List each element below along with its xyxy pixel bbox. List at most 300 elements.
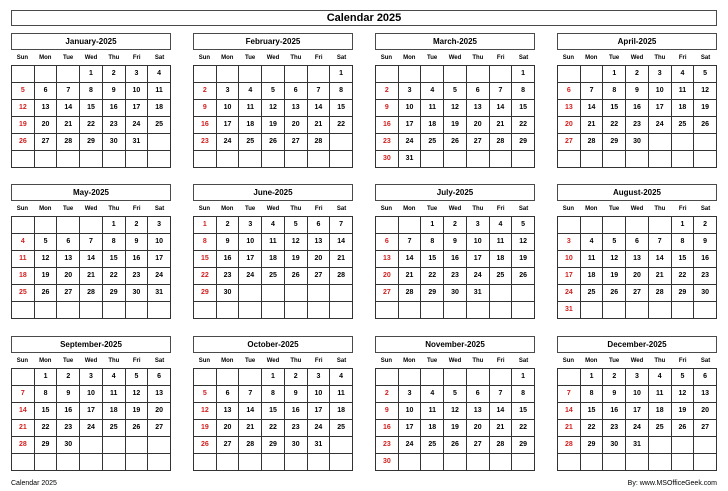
day-cell — [626, 302, 649, 319]
day-cell — [57, 151, 80, 168]
day-cell: 10 — [399, 100, 422, 117]
month-11 — [375, 336, 535, 471]
weekday-label: Sat — [336, 358, 347, 364]
day-cell — [35, 151, 58, 168]
day-cell: 13 — [694, 386, 717, 403]
day-cell: 11 — [12, 251, 35, 268]
day-cell: 21 — [308, 117, 331, 134]
day-cell: 6 — [308, 217, 331, 234]
day-cell: 5 — [285, 217, 308, 234]
day-cell: 10 — [626, 386, 649, 403]
day-cell: 20 — [57, 268, 80, 285]
day-cell: 21 — [12, 420, 35, 437]
day-cell: 19 — [12, 117, 35, 134]
day-cell: 22 — [512, 420, 535, 437]
weekday-header — [375, 52, 535, 65]
day-cell: 26 — [194, 437, 217, 454]
month-12 — [557, 336, 717, 471]
day-cell: 29 — [672, 285, 695, 302]
day-cell: 15 — [512, 100, 535, 117]
day-cell: 17 — [399, 420, 422, 437]
weekday-label: Thu — [290, 55, 302, 61]
day-cell: 21 — [490, 117, 513, 134]
day-cell: 4 — [12, 234, 35, 251]
day-cell: 2 — [57, 369, 80, 386]
day-cell — [558, 66, 581, 83]
day-cell: 31 — [399, 151, 422, 168]
day-cell — [399, 454, 422, 471]
day-cell: 17 — [217, 117, 240, 134]
day-cell: 16 — [603, 403, 626, 420]
day-cell: 20 — [467, 117, 490, 134]
day-cell: 31 — [558, 302, 581, 319]
day-cell: 13 — [558, 100, 581, 117]
day-cell: 18 — [262, 251, 285, 268]
day-grid — [375, 368, 535, 471]
day-cell: 1 — [103, 217, 126, 234]
day-cell: 20 — [467, 420, 490, 437]
day-cell: 5 — [512, 217, 535, 234]
day-cell — [444, 369, 467, 386]
day-cell — [194, 151, 217, 168]
day-cell: 19 — [35, 268, 58, 285]
day-cell: 2 — [103, 66, 126, 83]
day-cell — [12, 66, 35, 83]
day-cell: 6 — [694, 369, 717, 386]
weekday-label: Sat — [154, 206, 165, 212]
day-cell — [57, 454, 80, 471]
day-cell: 29 — [512, 134, 535, 151]
day-cell — [217, 66, 240, 83]
weekday-label: Sun — [16, 358, 29, 364]
day-cell: 9 — [103, 83, 126, 100]
weekday-label: Thu — [290, 206, 302, 212]
day-cell: 18 — [330, 403, 353, 420]
day-cell: 26 — [672, 420, 695, 437]
month-2 — [193, 33, 353, 168]
weekday-label: Wed — [266, 206, 280, 212]
weekday-label: Wed — [448, 358, 462, 364]
day-cell: 27 — [217, 437, 240, 454]
day-cell — [330, 454, 353, 471]
month-7 — [375, 184, 535, 319]
day-cell: 8 — [581, 386, 604, 403]
day-cell: 7 — [399, 234, 422, 251]
day-cell: 27 — [467, 437, 490, 454]
day-cell: 12 — [512, 234, 535, 251]
day-cell: 4 — [262, 217, 285, 234]
day-cell: 2 — [376, 83, 399, 100]
day-cell: 29 — [35, 437, 58, 454]
day-cell: 14 — [239, 403, 262, 420]
weekday-header — [557, 355, 717, 368]
day-cell: 14 — [649, 251, 672, 268]
day-cell: 9 — [126, 234, 149, 251]
day-cell: 24 — [399, 437, 422, 454]
day-cell: 5 — [262, 83, 285, 100]
weekday-label: Fri — [496, 358, 505, 364]
weekday-label: Thu — [108, 206, 120, 212]
day-cell: 11 — [672, 83, 695, 100]
day-cell: 26 — [444, 437, 467, 454]
page-title: Calendar 2025 — [11, 10, 717, 26]
day-cell: 1 — [512, 66, 535, 83]
day-cell: 18 — [421, 420, 444, 437]
day-cell — [148, 454, 171, 471]
day-cell: 3 — [649, 66, 672, 83]
day-cell: 7 — [57, 83, 80, 100]
day-grid — [557, 216, 717, 319]
day-cell: 7 — [490, 83, 513, 100]
day-cell: 16 — [194, 117, 217, 134]
day-cell — [285, 151, 308, 168]
day-cell — [308, 66, 331, 83]
day-cell: 5 — [444, 386, 467, 403]
weekday-label: Sun — [562, 358, 575, 364]
month-9 — [11, 336, 171, 471]
day-cell: 3 — [626, 369, 649, 386]
day-cell: 11 — [581, 251, 604, 268]
day-cell — [376, 66, 399, 83]
day-cell: 28 — [649, 285, 672, 302]
day-cell — [262, 66, 285, 83]
day-cell: 10 — [558, 251, 581, 268]
day-cell — [626, 217, 649, 234]
day-cell: 26 — [12, 134, 35, 151]
day-cell: 11 — [330, 386, 353, 403]
day-cell: 23 — [57, 420, 80, 437]
day-cell — [581, 302, 604, 319]
day-cell: 24 — [626, 420, 649, 437]
day-cell — [12, 454, 35, 471]
day-cell — [581, 66, 604, 83]
weekday-label: Mon — [221, 55, 234, 61]
day-cell: 6 — [376, 234, 399, 251]
day-cell: 13 — [308, 234, 331, 251]
day-cell: 8 — [194, 234, 217, 251]
weekday-label: Thu — [472, 206, 484, 212]
day-cell — [239, 369, 262, 386]
day-cell: 11 — [421, 100, 444, 117]
day-cell — [12, 151, 35, 168]
day-cell: 29 — [581, 437, 604, 454]
day-cell — [512, 454, 535, 471]
day-cell: 23 — [376, 134, 399, 151]
day-grid — [557, 65, 717, 168]
day-cell: 28 — [490, 134, 513, 151]
day-cell: 11 — [649, 386, 672, 403]
day-cell — [239, 285, 262, 302]
month-title: October-2025 — [193, 336, 353, 353]
day-cell — [421, 151, 444, 168]
day-cell — [239, 151, 262, 168]
day-cell: 4 — [672, 66, 695, 83]
day-grid — [193, 216, 353, 319]
day-cell: 23 — [194, 134, 217, 151]
weekday-label: Sat — [700, 206, 711, 212]
day-cell: 2 — [217, 217, 240, 234]
day-cell — [512, 151, 535, 168]
day-cell — [626, 151, 649, 168]
day-cell: 16 — [126, 251, 149, 268]
day-cell: 15 — [194, 251, 217, 268]
day-cell: 12 — [603, 251, 626, 268]
day-cell: 5 — [603, 234, 626, 251]
day-cell — [399, 369, 422, 386]
day-cell: 21 — [490, 420, 513, 437]
day-cell — [672, 134, 695, 151]
day-cell — [148, 302, 171, 319]
day-cell: 30 — [285, 437, 308, 454]
day-grid — [11, 65, 171, 168]
day-cell: 8 — [512, 83, 535, 100]
weekday-label: Fri — [314, 55, 323, 61]
day-cell — [672, 151, 695, 168]
day-cell: 25 — [649, 420, 672, 437]
day-cell: 3 — [467, 217, 490, 234]
day-cell: 20 — [308, 251, 331, 268]
weekday-label: Sat — [154, 358, 165, 364]
day-cell — [12, 302, 35, 319]
day-cell — [444, 66, 467, 83]
weekday-label: Mon — [403, 206, 416, 212]
weekday-label: Tue — [427, 55, 438, 61]
day-cell: 22 — [581, 420, 604, 437]
day-cell — [35, 302, 58, 319]
day-cell: 7 — [308, 83, 331, 100]
day-cell: 3 — [148, 217, 171, 234]
day-cell: 24 — [217, 134, 240, 151]
day-cell: 12 — [672, 386, 695, 403]
day-cell: 6 — [626, 234, 649, 251]
day-cell: 12 — [444, 100, 467, 117]
weekday-header — [11, 203, 171, 216]
day-cell: 8 — [330, 83, 353, 100]
day-cell: 4 — [421, 386, 444, 403]
day-grid — [193, 368, 353, 471]
day-cell — [194, 369, 217, 386]
day-cell: 4 — [421, 83, 444, 100]
day-cell — [603, 302, 626, 319]
month-title: January-2025 — [11, 33, 171, 50]
day-cell: 16 — [444, 251, 467, 268]
day-cell — [262, 151, 285, 168]
day-cell: 22 — [672, 268, 695, 285]
day-cell: 17 — [649, 100, 672, 117]
day-cell: 25 — [148, 117, 171, 134]
day-cell — [490, 66, 513, 83]
day-cell: 16 — [376, 117, 399, 134]
day-cell — [80, 437, 103, 454]
day-cell — [672, 454, 695, 471]
day-cell — [330, 285, 353, 302]
day-cell: 15 — [103, 251, 126, 268]
day-cell: 6 — [57, 234, 80, 251]
weekday-label: Mon — [221, 206, 234, 212]
day-cell: 6 — [35, 83, 58, 100]
day-cell: 12 — [194, 403, 217, 420]
day-cell: 10 — [649, 83, 672, 100]
day-cell: 24 — [148, 268, 171, 285]
weekday-label: Tue — [609, 55, 620, 61]
weekday-label: Sun — [198, 358, 211, 364]
month-3 — [375, 33, 535, 168]
day-cell: 20 — [694, 403, 717, 420]
day-cell: 9 — [285, 386, 308, 403]
day-cell — [512, 285, 535, 302]
day-cell: 24 — [558, 285, 581, 302]
day-cell — [694, 134, 717, 151]
weekday-label: Sun — [16, 206, 29, 212]
day-cell: 21 — [581, 117, 604, 134]
day-cell — [126, 437, 149, 454]
day-cell: 4 — [649, 369, 672, 386]
day-cell: 15 — [35, 403, 58, 420]
month-10 — [193, 336, 353, 471]
day-cell — [603, 151, 626, 168]
day-cell: 30 — [103, 134, 126, 151]
day-cell: 11 — [239, 100, 262, 117]
day-cell: 24 — [399, 134, 422, 151]
weekday-label: Sun — [380, 358, 393, 364]
month-title: May-2025 — [11, 184, 171, 201]
day-cell: 11 — [262, 234, 285, 251]
day-cell — [421, 66, 444, 83]
day-cell: 26 — [694, 117, 717, 134]
day-cell — [103, 454, 126, 471]
day-cell: 20 — [148, 403, 171, 420]
day-cell — [35, 66, 58, 83]
day-cell: 18 — [421, 117, 444, 134]
day-cell: 2 — [285, 369, 308, 386]
day-cell — [217, 454, 240, 471]
day-cell: 8 — [672, 234, 695, 251]
day-cell: 28 — [12, 437, 35, 454]
day-cell: 12 — [444, 403, 467, 420]
day-cell: 28 — [330, 268, 353, 285]
day-cell: 26 — [603, 285, 626, 302]
day-cell: 23 — [694, 268, 717, 285]
weekday-label: Fri — [496, 55, 505, 61]
day-cell: 19 — [694, 100, 717, 117]
day-cell — [490, 302, 513, 319]
day-cell: 6 — [285, 83, 308, 100]
day-cell: 15 — [262, 403, 285, 420]
day-cell: 8 — [421, 234, 444, 251]
day-cell — [285, 302, 308, 319]
weekday-label: Sat — [336, 206, 347, 212]
day-cell — [103, 437, 126, 454]
day-cell: 12 — [285, 234, 308, 251]
day-cell: 15 — [421, 251, 444, 268]
day-cell — [262, 302, 285, 319]
day-cell: 1 — [35, 369, 58, 386]
day-cell: 14 — [581, 100, 604, 117]
day-cell: 8 — [262, 386, 285, 403]
day-cell — [421, 369, 444, 386]
weekday-label: Fri — [132, 358, 141, 364]
day-cell: 8 — [80, 83, 103, 100]
day-cell: 21 — [57, 117, 80, 134]
day-cell: 27 — [35, 134, 58, 151]
day-cell — [103, 302, 126, 319]
day-cell: 25 — [262, 268, 285, 285]
day-cell — [239, 66, 262, 83]
day-cell — [649, 454, 672, 471]
weekday-label: Fri — [132, 55, 141, 61]
day-cell: 10 — [308, 386, 331, 403]
day-cell — [262, 454, 285, 471]
day-cell — [444, 302, 467, 319]
day-cell — [490, 454, 513, 471]
day-cell: 26 — [444, 134, 467, 151]
day-cell: 23 — [603, 420, 626, 437]
day-cell: 29 — [262, 437, 285, 454]
day-cell: 27 — [285, 134, 308, 151]
day-cell — [490, 369, 513, 386]
weekday-label: Sun — [16, 55, 29, 61]
weekday-label: Fri — [496, 206, 505, 212]
day-cell: 16 — [694, 251, 717, 268]
day-cell — [672, 302, 695, 319]
day-cell — [239, 302, 262, 319]
day-cell: 5 — [126, 369, 149, 386]
day-cell: 27 — [467, 134, 490, 151]
day-cell: 11 — [103, 386, 126, 403]
month-5 — [11, 184, 171, 319]
day-cell: 10 — [126, 83, 149, 100]
day-cell — [308, 151, 331, 168]
day-cell — [467, 454, 490, 471]
day-cell: 27 — [558, 134, 581, 151]
day-cell: 13 — [626, 251, 649, 268]
day-cell: 25 — [490, 268, 513, 285]
footer-right: By: www.MSOfficeGeek.com — [627, 480, 717, 487]
weekday-label: Wed — [630, 55, 644, 61]
day-cell — [330, 134, 353, 151]
day-cell — [148, 134, 171, 151]
day-cell: 4 — [103, 369, 126, 386]
day-cell — [80, 151, 103, 168]
day-cell: 14 — [57, 100, 80, 117]
day-cell: 14 — [330, 234, 353, 251]
day-cell — [376, 217, 399, 234]
day-cell: 17 — [126, 100, 149, 117]
day-cell: 20 — [376, 268, 399, 285]
weekday-header — [375, 355, 535, 368]
day-cell: 13 — [35, 100, 58, 117]
day-cell — [581, 454, 604, 471]
day-cell: 17 — [626, 403, 649, 420]
day-cell: 19 — [444, 420, 467, 437]
day-cell: 5 — [444, 83, 467, 100]
day-cell: 7 — [80, 234, 103, 251]
day-cell: 19 — [444, 117, 467, 134]
day-grid — [11, 368, 171, 471]
day-cell: 14 — [490, 100, 513, 117]
month-4 — [557, 33, 717, 168]
weekday-label: Sat — [518, 206, 529, 212]
weekday-header — [193, 52, 353, 65]
day-cell — [558, 454, 581, 471]
day-cell: 3 — [217, 83, 240, 100]
day-cell: 13 — [376, 251, 399, 268]
weekday-label: Tue — [427, 358, 438, 364]
day-cell — [490, 151, 513, 168]
day-cell — [103, 151, 126, 168]
day-cell: 21 — [649, 268, 672, 285]
day-cell: 13 — [467, 100, 490, 117]
